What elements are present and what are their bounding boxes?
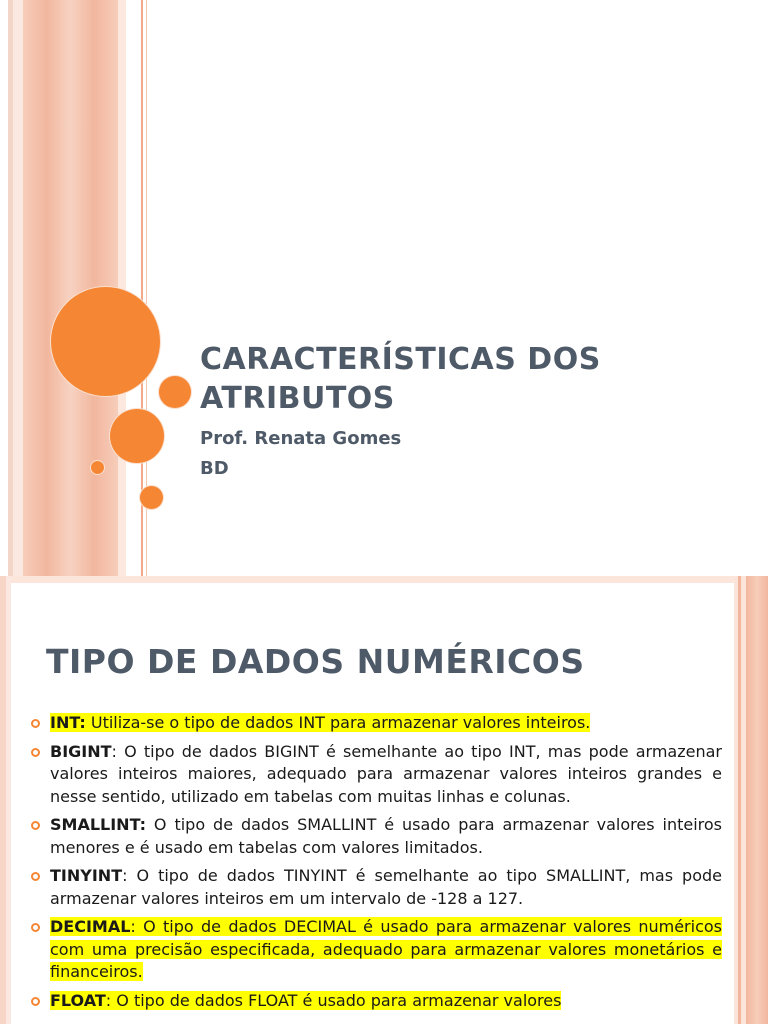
item-term: INT: [50, 713, 86, 732]
bullet-list [28, 712, 722, 1018]
item-term: FLOAT [50, 990, 106, 1010]
circle-bullet-icon [31, 923, 40, 932]
decor-circle-small [140, 486, 163, 509]
slide-title-line: ATRIBUTOS [200, 381, 395, 416]
decor-stripe [6, 576, 11, 1024]
list-item [28, 712, 722, 735]
item-term: DECIMAL [50, 917, 131, 936]
item-text: : O tipo de dados BIGINT é semelhante ao tipo INT, mas pode armazenar valores inteiros maiores, adequado para armazenar valores inteiros grandes e nesse sentido, utilizado em tabelas com muitas linhas e colunas. [50, 741, 722, 806]
list-item [28, 990, 722, 1013]
slide-title: TIPO DE DADOS NUMÉRICOS [46, 642, 585, 681]
item-term: SMALLINT: [50, 815, 146, 834]
list-item [28, 865, 722, 910]
highlighted-text [50, 713, 590, 732]
list-item [28, 741, 722, 809]
highlighted-text [50, 991, 561, 1010]
item-text: Utiliza-se o tipo de dados INT para armazenar valores inteiros. [85, 713, 591, 732]
item-text: O tipo de dados SMALLINT é usado para armazenar valores inteiros menores e é usado em tabelas com valores limitados. [50, 815, 722, 857]
circle-bullet-icon [31, 872, 40, 881]
author-name: Prof. Renata Gomes [200, 428, 402, 449]
slide-title [200, 340, 740, 418]
decor-circle-medium [110, 409, 164, 463]
item-text: : O tipo de dados DECIMAL é usado para armazenar valores numéricos com uma precisão especificada, adequado para armazenar valores monetários e financeiros. [50, 917, 722, 981]
circle-bullet-icon [31, 997, 40, 1006]
course-name: BD [200, 458, 229, 479]
list-item [28, 916, 722, 984]
circle-bullet-icon [31, 719, 40, 728]
content-slide [0, 576, 768, 1024]
list-item [28, 814, 722, 859]
slide-title-line: CARACTERÍSTICAS DOS [200, 342, 601, 377]
decor-stripe [0, 0, 8, 576]
item-term: TINYINT [50, 866, 123, 885]
circle-bullet-icon [31, 821, 40, 830]
item-text: : O tipo de dados FLOAT é usado para armazenar valores [105, 990, 562, 1010]
decor-band [0, 576, 768, 583]
decor-stripe [13, 0, 23, 576]
decor-circle-small [159, 376, 191, 408]
decor-circle-large [51, 287, 160, 396]
decor-circle-tiny [91, 461, 104, 474]
item-term: BIGINT [50, 741, 112, 761]
item-text: : O tipo de dados TINYINT é semelhante ao tipo SMALLINT, mas pode armazenar valores inteiros em um intervalo de -128 a 127. [50, 866, 722, 908]
slide-subtitle [200, 424, 401, 484]
decor-stripe [746, 576, 768, 1024]
circle-bullet-icon [31, 748, 40, 757]
highlighted-text [50, 917, 722, 981]
